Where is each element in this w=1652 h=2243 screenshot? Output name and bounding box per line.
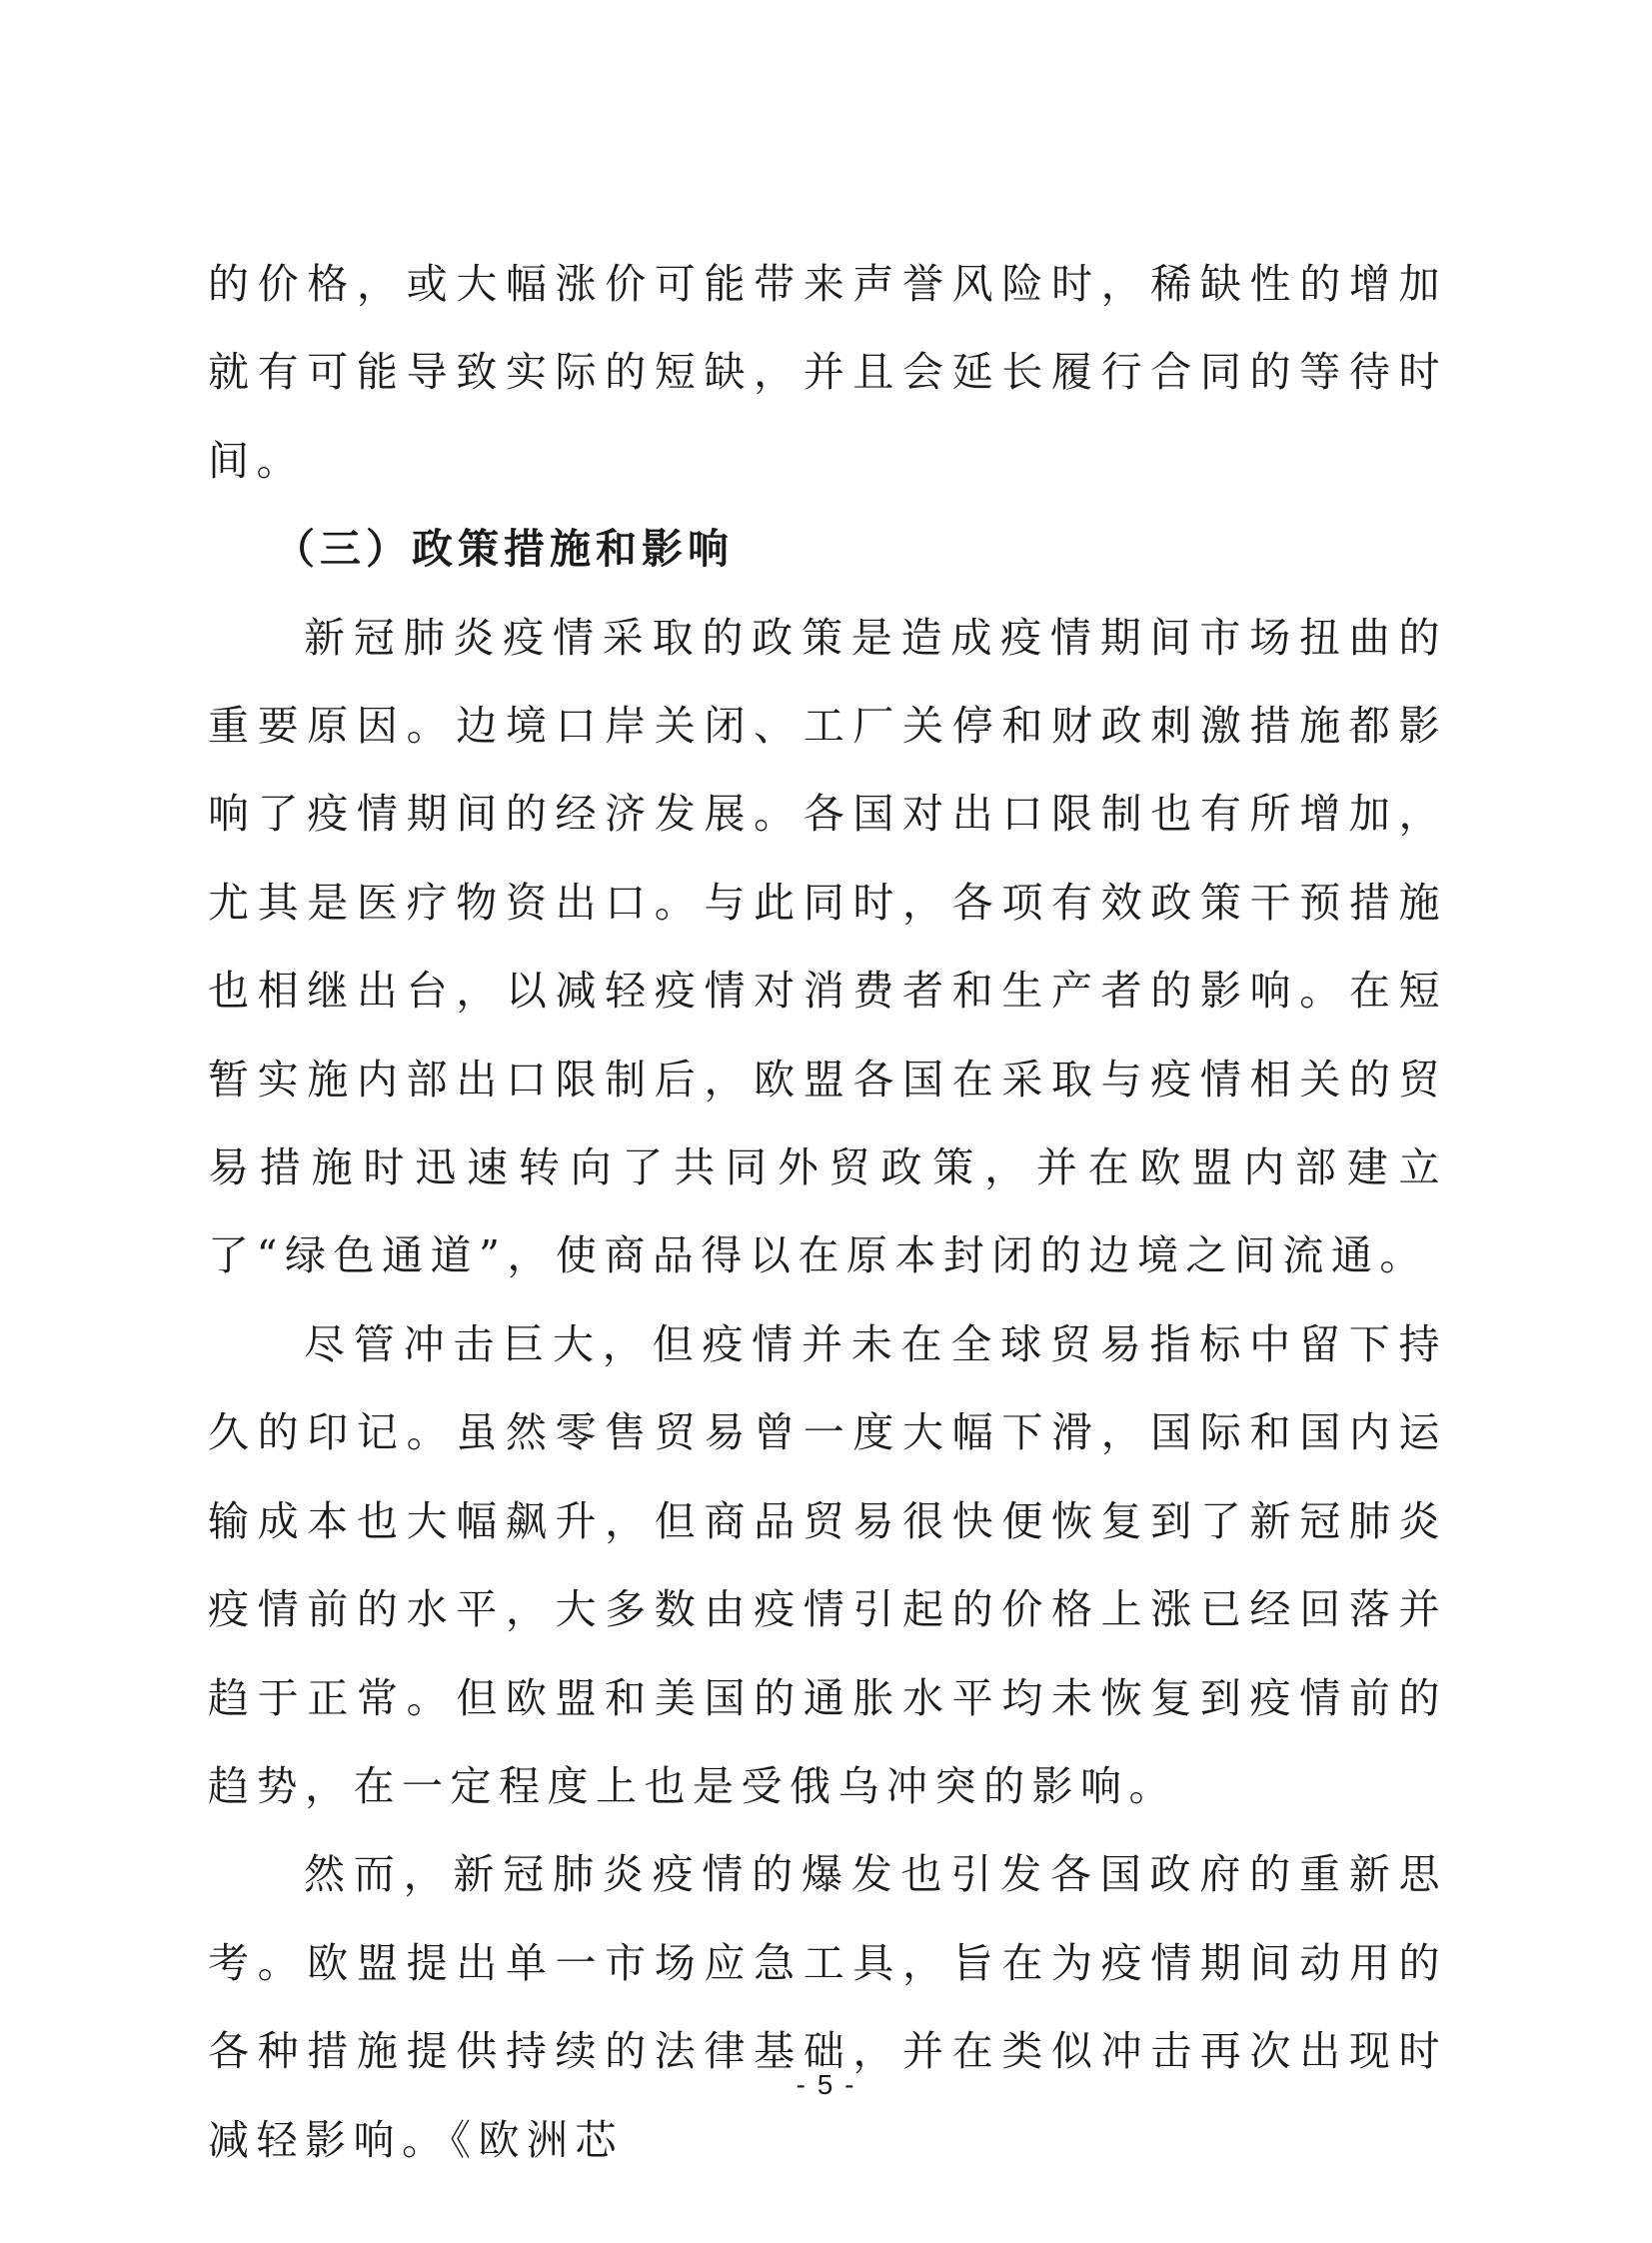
- text-column: [208, 240, 1447, 2184]
- section-heading: （三）政策措施和影响: [274, 525, 734, 574]
- paragraph-impact: 尽管冲击巨大，但疫情并未在全球贸易指标中留下持久的印记。虽然零售贸易曾一度大幅下滑，国际和国内运输成本也大幅飙升，但商品贸易很快便恢复到了新冠肺炎疫情前的水平，大多数由疫情引起的价格上涨已经回落并趋于正常。但欧盟和美国的通胀水平均未恢复到疫情前的趋势，在一定程度上也是受俄乌冲突的影响。: [208, 1319, 1447, 1810]
- paragraph-rethink: 然而，新冠肺炎疫情的爆发也引发各国政府的重新思考。欧盟提出单一市场应急工具，旨在为疫情期间动用的各种措施提供持续的法律基础，并在类似冲击再次出现时减轻影响。《欧洲芯: [208, 1850, 1447, 2164]
- paragraph-policy: 新冠肺炎疫情采取的政策是造成疫情期间市场扭曲的重要原因。边境口岸关闭、工厂关停和财政刺激措施都影响了疫情期间的经济发展。各国对出口限制也有所增加，尤其是医疗物资出口。与此同时，各项有效政策干预措施也相继出台，以减轻疫情对消费者和生产者的影响。在短暂实施内部出口限制后，欧盟各国在采取与疫情相关的贸易措施时迅速转向了共同外贸政策，并在欧盟内部建立了“绿色通道”，使商品得以在原本封闭的边境之间流通。: [208, 613, 1447, 1280]
- page-number: - 5 -: [796, 2069, 856, 2100]
- paragraph-continuation: 的价格，或大幅涨价可能带来声誉风险时，稀缺性的增加就有可能导致实际的短缺，并且会延长履行合同的等待时间。: [208, 260, 1447, 485]
